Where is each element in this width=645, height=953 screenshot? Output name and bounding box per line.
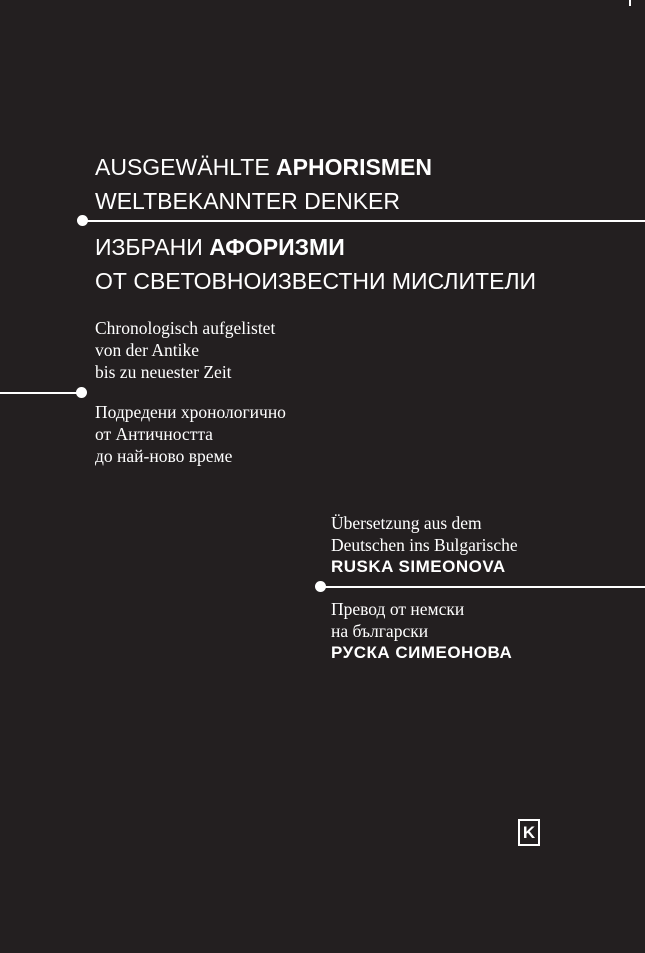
german-title-regular: AUSGEWÄHLTE <box>95 154 277 180</box>
german-translation-line: Deutschen ins Bulgarische <box>331 535 518 555</box>
bulgarian-title-regular: ИЗБРАНИ <box>95 234 210 260</box>
german-subtitle-line: Chronologisch aufgelistet <box>95 318 276 338</box>
german-translation-credit <box>331 512 518 578</box>
german-title-line1 <box>95 150 432 184</box>
bulgarian-title-line2: ОТ СВЕТОВНОИЗВЕСТНИ МИСЛИТЕЛИ <box>95 268 537 294</box>
bulgarian-translation-line: Превод от немски <box>331 599 465 619</box>
divider-dot-2 <box>76 387 87 398</box>
german-subtitle <box>95 317 275 383</box>
divider-line-1 <box>84 220 645 222</box>
bulgarian-translator-name: РУСКА СИМЕОНОВА <box>331 643 513 662</box>
german-subtitle-line: von der Antike <box>95 340 200 360</box>
bulgarian-title <box>95 230 536 298</box>
divider-line-2 <box>0 392 80 394</box>
bulgarian-subtitle-line: до най-ново време <box>95 446 233 466</box>
german-translator-name: RUSKA SIMEONOVA <box>331 557 506 576</box>
bulgarian-title-bold: АФОРИЗМИ <box>209 234 345 260</box>
bulgarian-translation-line: на български <box>331 621 429 641</box>
bulgarian-translation-credit <box>331 598 512 664</box>
german-translation-line: Übersetzung aus dem <box>331 513 482 533</box>
bulgarian-title-line1 <box>95 230 536 264</box>
corner-tick <box>629 0 631 6</box>
german-title <box>95 150 432 218</box>
german-title-bold: APHORISMEN <box>276 154 432 180</box>
publisher-logo: K <box>518 819 540 846</box>
bulgarian-subtitle-line: Подредени хронологично <box>95 402 286 422</box>
bulgarian-subtitle-line: от Античността <box>95 424 213 444</box>
german-title-line2: WELTBEKANNTER DENKER <box>95 188 401 214</box>
bulgarian-subtitle <box>95 401 286 467</box>
german-subtitle-line: bis zu neuester Zeit <box>95 362 232 382</box>
divider-line-3 <box>322 586 645 588</box>
